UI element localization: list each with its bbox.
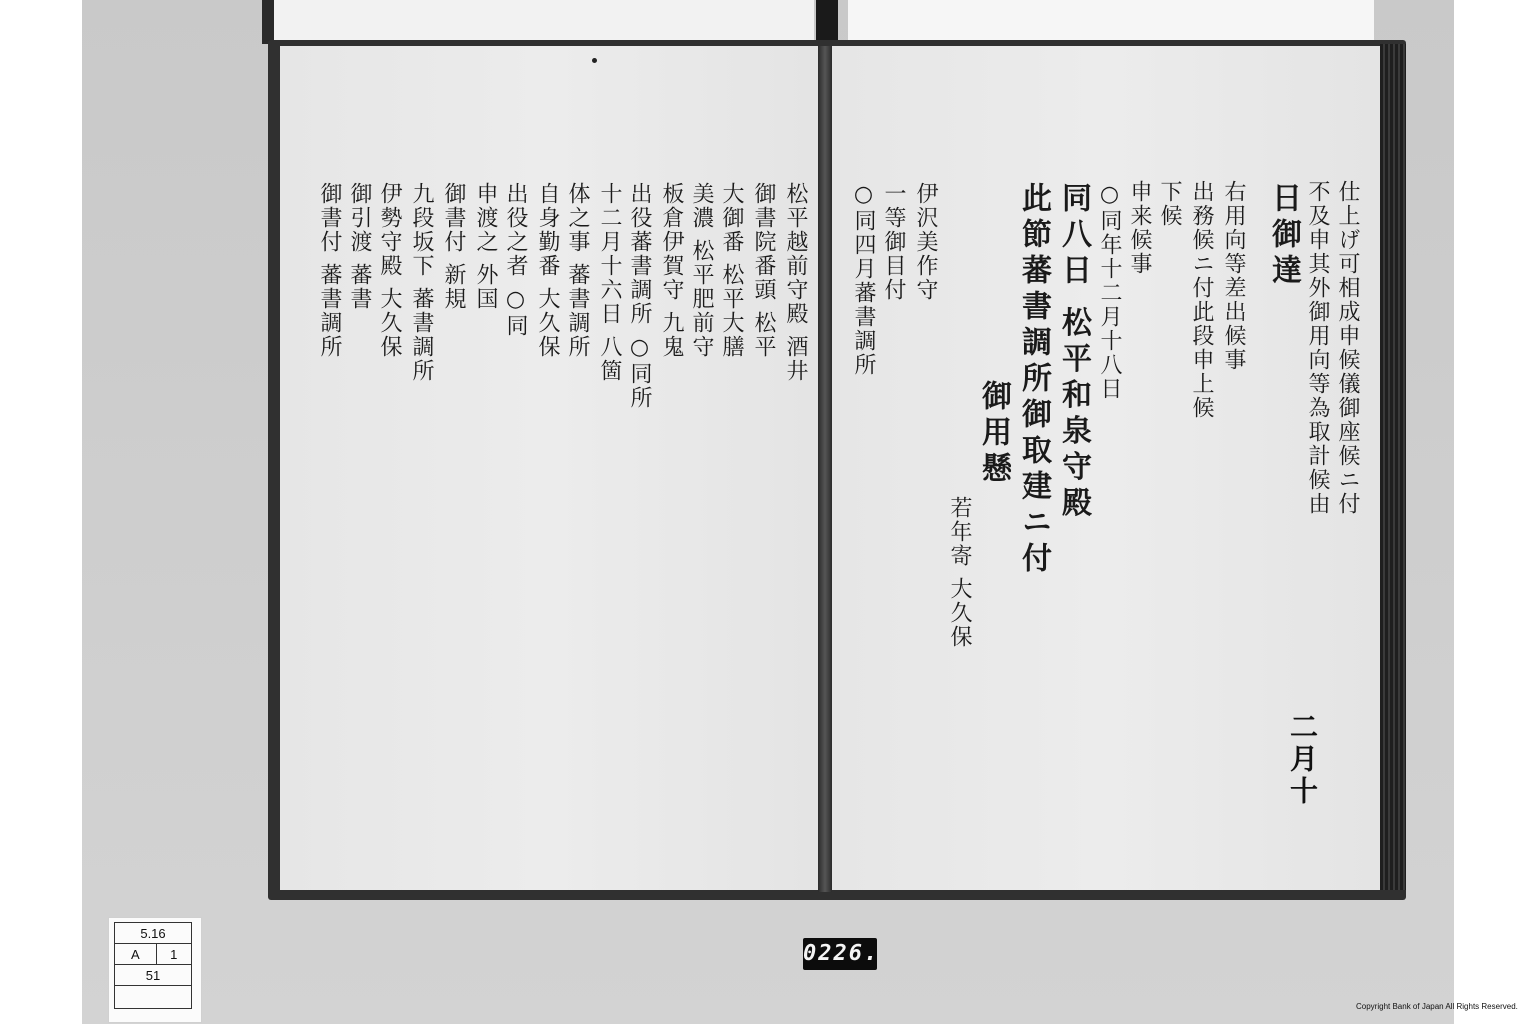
label-number: 1: [156, 944, 191, 965]
manuscript-column: 仕上げ可相成申候儀御座候ニ付: [1335, 180, 1360, 516]
frame-number: 0226.: [803, 938, 877, 970]
date-heading: 二月十: [1286, 712, 1319, 808]
binding-clip-left: [262, 0, 274, 44]
label-volume: 5.16: [115, 923, 192, 944]
manuscript-column: 申渡之 外国: [473, 182, 498, 311]
manuscript-heading-column: 御用懸: [976, 380, 1011, 488]
manuscript-column: 御書院番頭 松平: [751, 182, 776, 359]
binding-clip-center: [816, 0, 838, 44]
label-empty: [115, 986, 192, 1009]
manuscript-column: 御書付 蕃書調所: [317, 182, 342, 359]
manuscript-column: 自身勤番 大久保: [535, 182, 560, 359]
book-gutter: [818, 46, 832, 892]
archive-label: [114, 922, 192, 1009]
manuscript-column: 申来候事: [1127, 180, 1152, 276]
manuscript-column: 一等御目付: [881, 182, 906, 302]
manuscript-column: 板倉伊賀守 九鬼: [659, 182, 684, 359]
label-series: A: [115, 944, 157, 965]
manuscript-column: ○同年十二月十八日: [1097, 182, 1122, 401]
manuscript-column: 御書付 新規: [441, 182, 466, 311]
manuscript-column: ○同四月蕃書調所: [851, 182, 876, 377]
manuscript-column: 九段坂下 蕃書調所: [409, 182, 434, 383]
manuscript-column: 美濃 松平肥前守: [689, 182, 714, 359]
copyright-notice: Copyright Bank of Japan All Rights Reserved.: [1356, 1002, 1518, 1011]
manuscript-column: 十二月十六日 八箇: [597, 182, 622, 383]
label-item: 51: [115, 965, 192, 986]
manuscript-column: 若年寄 大久保: [947, 496, 972, 649]
manuscript-heading-column: 同八日 松平和泉守殿: [1056, 182, 1091, 523]
manuscript-column: 大御番 松平大膳: [719, 182, 744, 359]
page-stack-edge: [1380, 44, 1406, 890]
manuscript-column: 御引渡 蕃書: [347, 182, 372, 311]
manuscript-column: 出役之者 ○同: [503, 182, 528, 338]
manuscript-column: 出務候ニ付此段申上候: [1189, 180, 1214, 420]
manuscript-column: 伊沢美作守: [913, 182, 938, 302]
left-page: [280, 46, 818, 890]
manuscript-column: 伊勢守殿 大久保: [377, 182, 402, 359]
manuscript-column: 出役蕃書調所 ○同所: [627, 182, 652, 410]
top-sheet-left: [274, 0, 814, 40]
manuscript-heading-column: 此節蕃書調所御取建ニ付: [1016, 182, 1051, 578]
manuscript-column: 松平越前守殿 酒井: [783, 182, 808, 383]
manuscript-column: 体之事 蕃書調所: [565, 182, 590, 359]
manuscript-column: 不及申其外御用向等為取計候由: [1305, 180, 1330, 516]
manuscript-heading-column: 日御達: [1266, 182, 1301, 290]
top-sheet-right: [848, 0, 1374, 40]
ink-spot: [592, 58, 597, 63]
manuscript-column: 下候: [1157, 180, 1182, 228]
manuscript-column: 右用向等差出候事: [1221, 180, 1246, 372]
